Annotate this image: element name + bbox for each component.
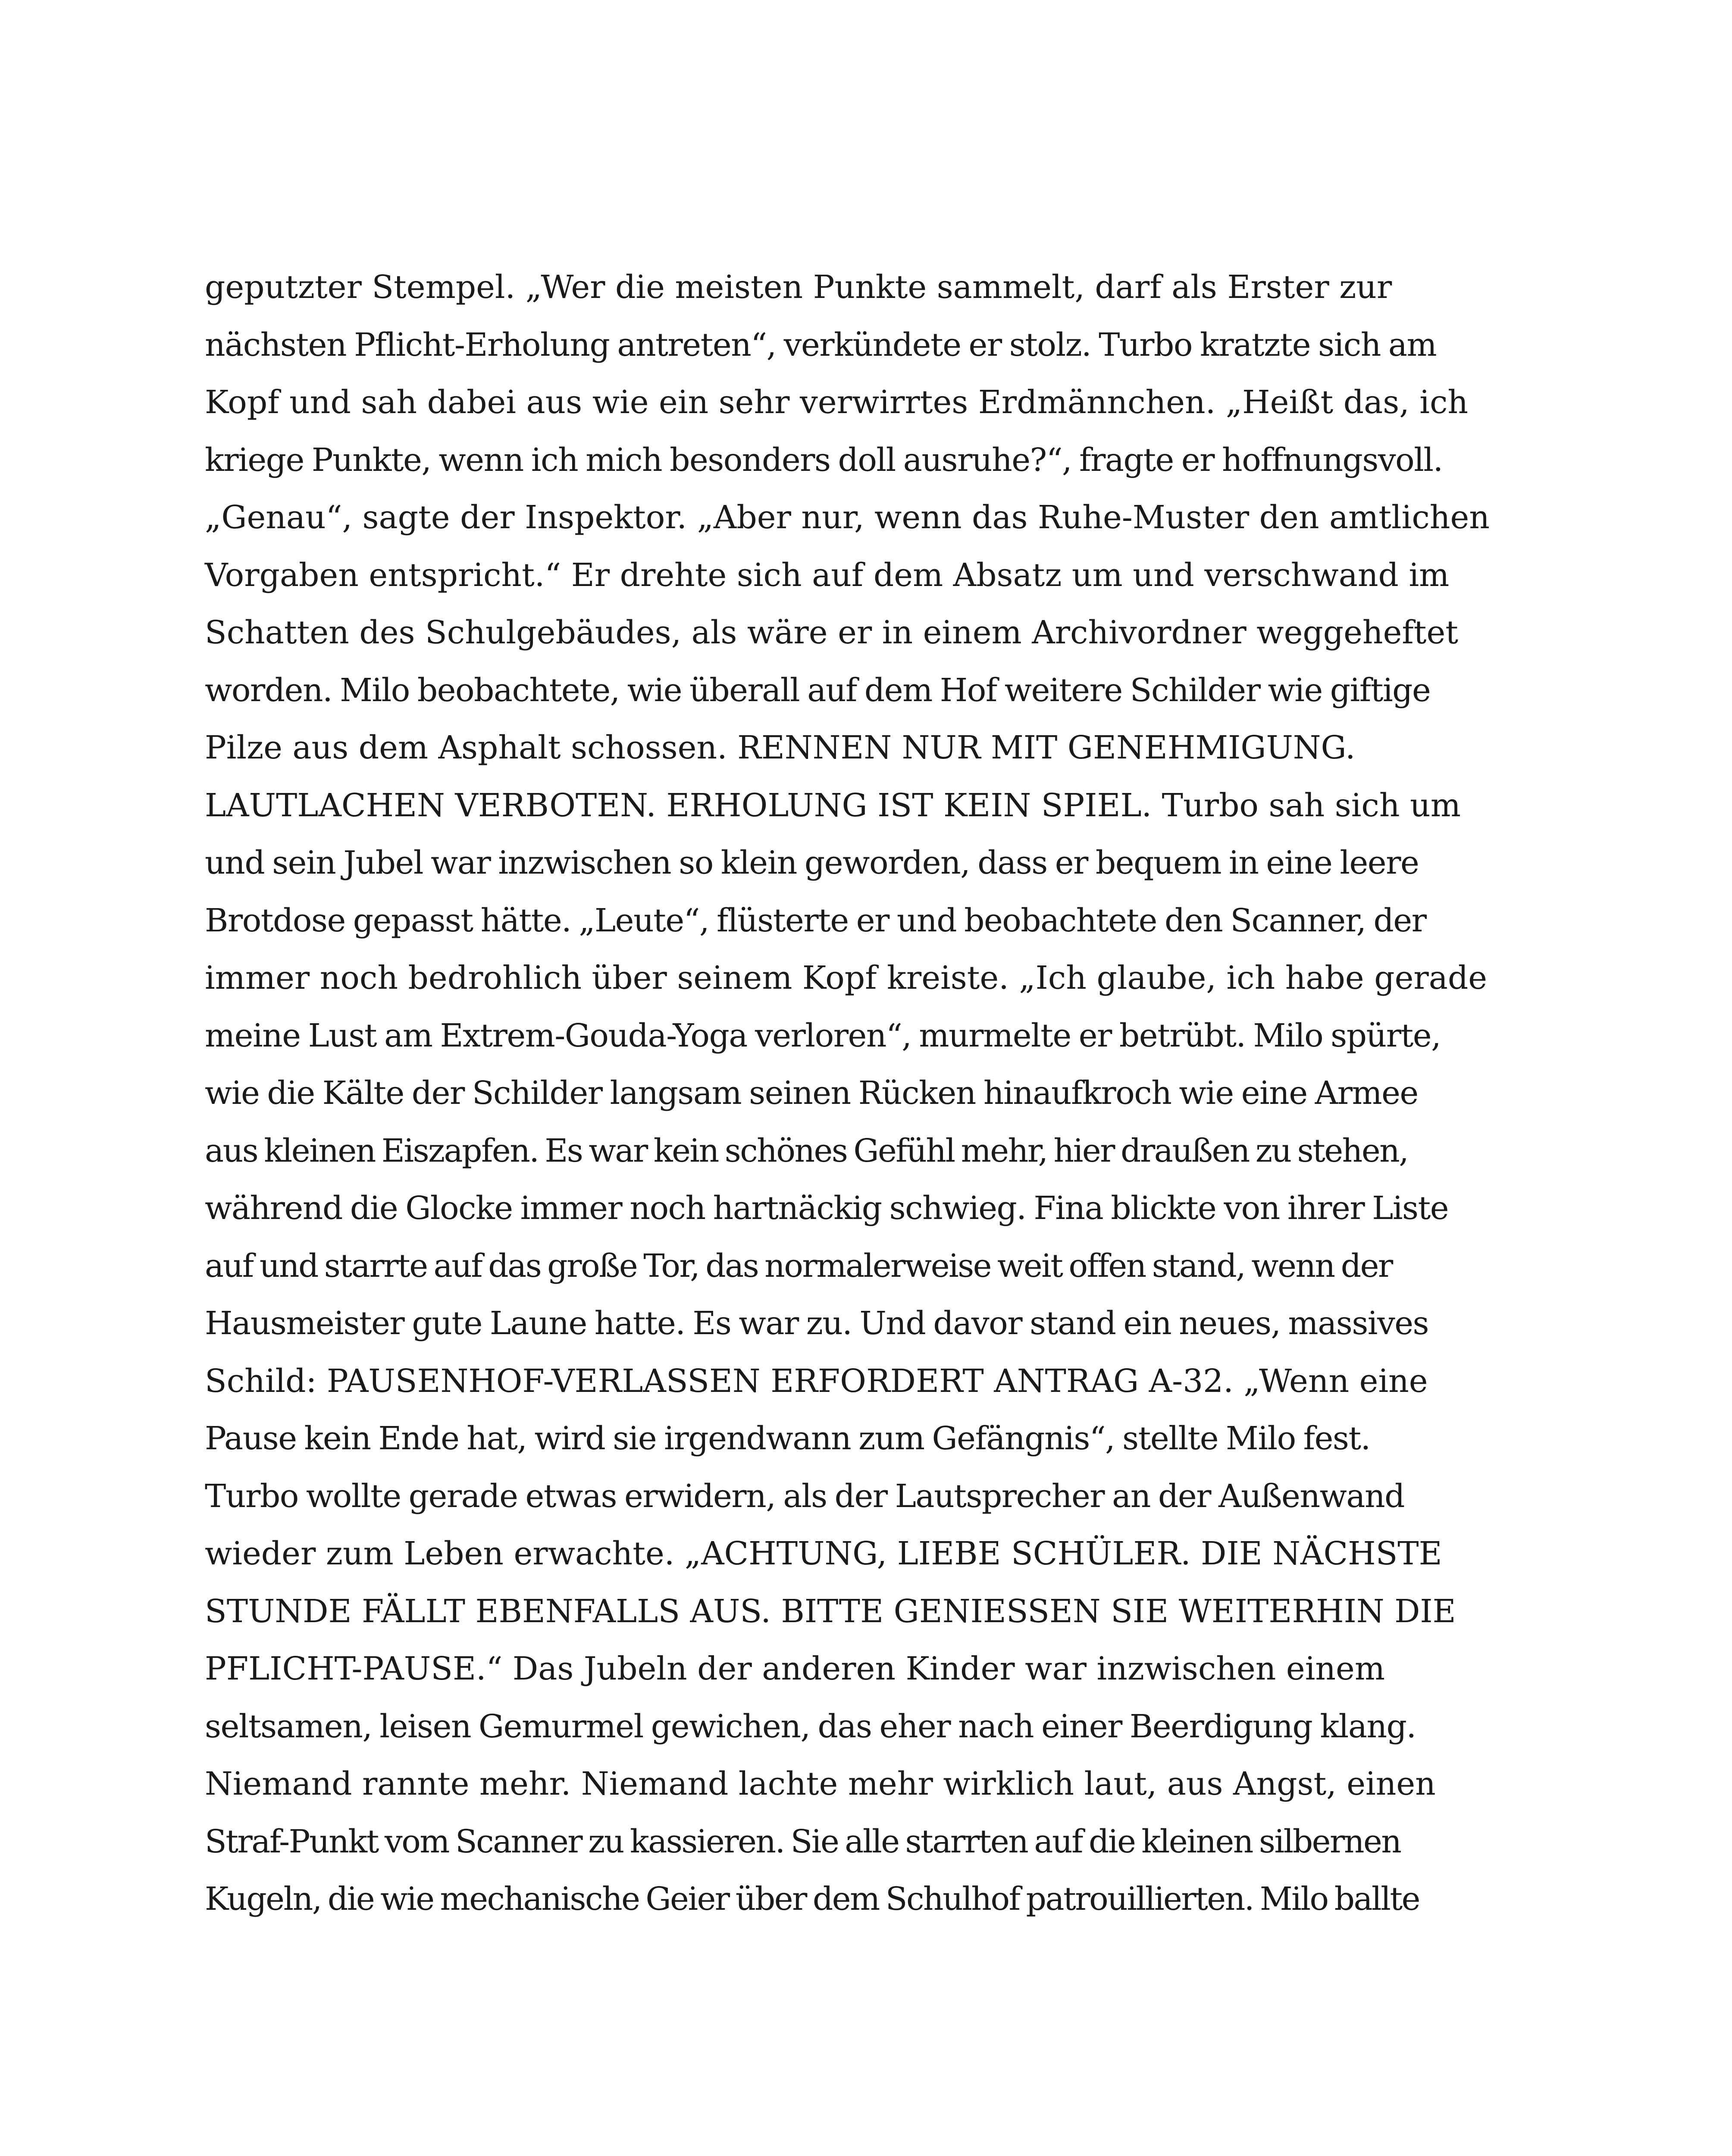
- text-line: Straf-Punkt vom Scanner zu kassieren. Sie alle starrten auf die kleinen silbernen: [205, 1823, 1401, 1860]
- text-line: immer noch bedrohlich über seinem Kopf kreiste. „Ich glaube, ich habe gerade: [205, 959, 1488, 997]
- text-line: Pause kein Ende hat, wird sie irgendwann zum Gefängnis“, stellte Milo fest.: [205, 1420, 1370, 1457]
- text-line: Schatten des Schulgebäudes, als wäre er in einem Archivordner weggeheftet: [205, 614, 1459, 651]
- text-line: Schild: PAUSENHOF-VERLASSEN ERFORDERT ANTRAG A-32. „Wenn eine: [205, 1362, 1428, 1400]
- text-line: LAUTLACHEN VERBOTEN. ERHOLUNG IST KEIN SPIEL. Turbo sah sich um: [205, 787, 1461, 824]
- text-line: während die Glocke immer noch hartnäckig schwieg. Fina blickte von ihrer Liste: [205, 1190, 1449, 1227]
- text-line: Kopf und sah dabei aus wie ein sehr verwirrtes Erdmännchen. „Heißt das, ich: [205, 384, 1469, 421]
- text-line: wie die Kälte der Schilder langsam seinen Rücken hinaufkroch wie eine Armee: [205, 1075, 1418, 1112]
- text-line: Turbo wollte gerade etwas erwidern, als der Lautsprecher an der Außenwand: [205, 1477, 1404, 1515]
- text-line: Brotdose gepasst hätte. „Leute“, flüsterte er und beobachtete den Scanner, der: [205, 902, 1426, 939]
- text-line: meine Lust am Extrem-Gouda-Yoga verloren“, murmelte er betrübt. Milo spürte,: [205, 1017, 1441, 1054]
- text-line: und sein Jubel war inzwischen so klein geworden, dass er bequem in eine leere: [205, 844, 1419, 881]
- text-line: Vorgaben entspricht.“ Er drehte sich auf dem Absatz um und verschwand im: [205, 556, 1450, 594]
- text-line: Niemand rannte mehr. Niemand lachte mehr wirklich laut, aus Angst, einen: [205, 1765, 1436, 1802]
- text-line: wieder zum Leben erwachte. „ACHTUNG, LIEBE SCHÜLER. DIE NÄCHSTE: [205, 1535, 1442, 1572]
- text-line: PFLICHT-PAUSE.“ Das Jubeln der anderen Kinder war inzwischen einem: [205, 1650, 1385, 1687]
- text-line: seltsamen, leisen Gemurmel gewichen, das eher nach einer Beerdigung klang.: [205, 1708, 1416, 1745]
- text-line: „Genau“, sagte der Inspektor. „Aber nur, wenn das Ruhe-Muster den amtlichen: [205, 499, 1490, 536]
- text-line: worden. Milo beobachtete, wie überall auf dem Hof weitere Schilder wie giftige: [205, 671, 1431, 709]
- text-line: Kugeln, die wie mechanische Geier über dem Schulhof patrouillierten. Milo ballte: [205, 1880, 1419, 1918]
- text-line: geputzter Stempel. „Wer die meisten Punkte sammelt, darf als Erster zur: [205, 269, 1392, 306]
- text-line: auf und starrte auf das große Tor, das normalerweise weit offen stand, wenn der: [205, 1247, 1392, 1285]
- text-line: nächsten Pflicht-Erholung antreten“, verkündete er stolz. Turbo kratzte sich am: [205, 326, 1437, 364]
- text-line: Hausmeister gute Laune hatte. Es war zu. Und davor stand ein neues, massives: [205, 1305, 1429, 1342]
- text-line: aus kleinen Eiszapfen. Es war kein schönes Gefühl mehr, hier draußen zu stehen,: [205, 1132, 1408, 1169]
- text-line: STUNDE FÄLLT EBENFALLS AUS. BITTE GENIESSEN SIE WEITERHIN DIE: [205, 1592, 1456, 1630]
- text-line: kriege Punkte, wenn ich mich besonders doll ausruhe?“, fragte er hoffnungsvoll.: [205, 441, 1443, 479]
- text-line: Pilze aus dem Asphalt schossen. RENNEN NUR MIT GENEHMIGUNG.: [205, 729, 1356, 766]
- body-text: [205, 259, 1533, 1928]
